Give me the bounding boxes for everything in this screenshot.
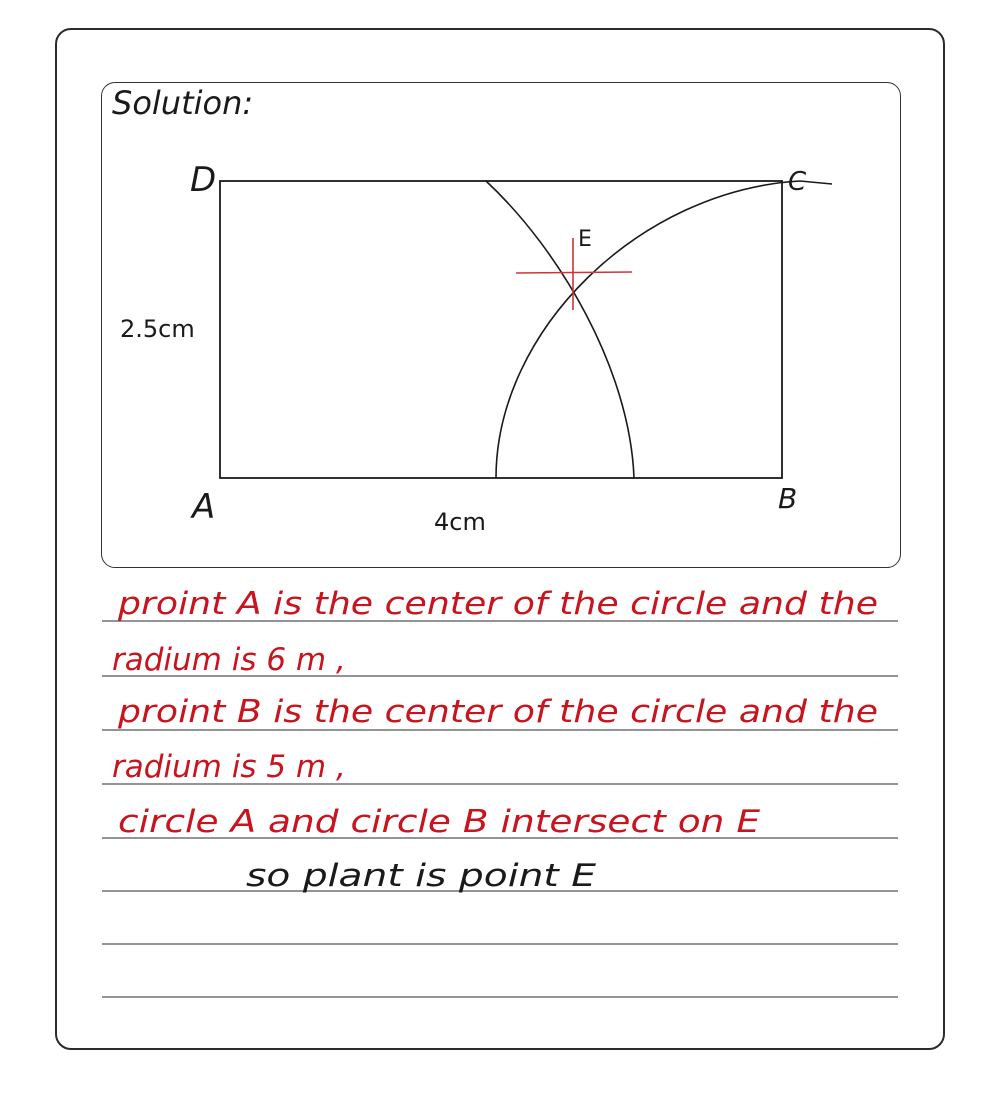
note-line-2: radium is 6 m ,	[112, 642, 346, 678]
label-b: B	[778, 482, 798, 515]
note-line-5: circle A and circle B intersect on E	[118, 804, 761, 840]
arc-center-b	[486, 181, 634, 478]
note-line-4: radium is 5 m ,	[112, 749, 346, 785]
bottom-length-label: 4cm	[434, 508, 486, 536]
note-line-1: proint A is the center of the circle and the	[116, 586, 878, 622]
intersection-mark-horizontal	[516, 272, 632, 273]
label-a: A	[192, 487, 216, 527]
solution-title: Solution:	[112, 84, 254, 122]
side-length-label: 2.5cm	[120, 315, 195, 343]
label-c: C	[788, 167, 807, 197]
note-line-3: proint B is the center of the circle and the	[116, 694, 878, 730]
label-d: D	[190, 160, 217, 200]
note-line-6: so plant is point E	[246, 858, 597, 894]
label-e: E	[578, 227, 592, 252]
